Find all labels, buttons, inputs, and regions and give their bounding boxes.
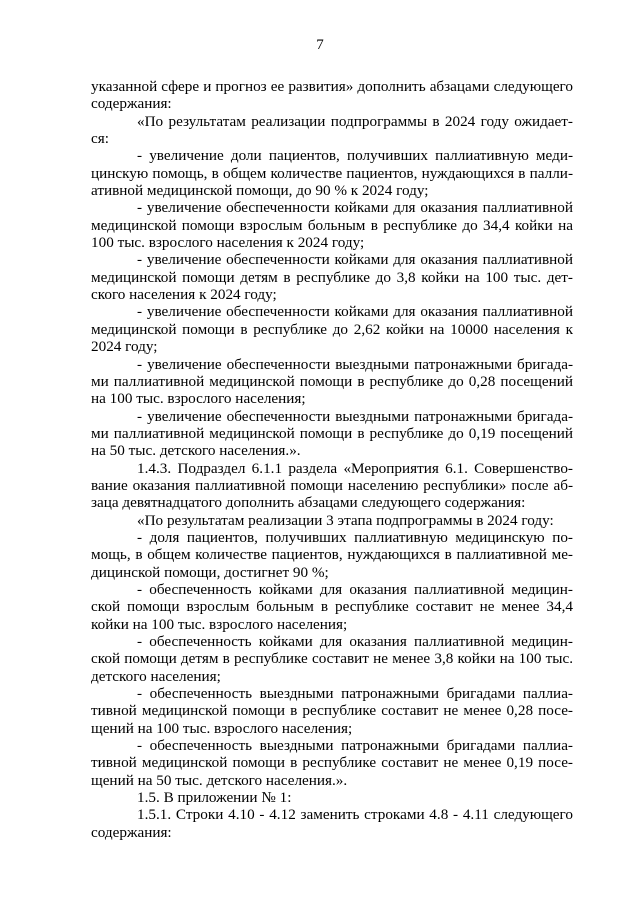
list-item: - увеличение обеспеченности выездными патронажными бригада-ми паллиативной медицинской помощи в республике до 0,28 посещений на 100 тыс. взрослого населения;	[91, 355, 573, 408]
page-number: 7	[316, 37, 324, 53]
list-item: - обеспеченность выездными патронажными бригадами паллиа-тивной медицинской помощи в республике составит не менее 0,28 посе-щений на 100 тыс. взрослого населения;	[91, 685, 573, 737]
paragraph: указанной сфере и прогноз ее развития» дополнить абзацами следующего содержания:	[91, 78, 573, 113]
paragraph: «По результатам реализации 3 этапа подпрограммы в 2024 году:	[137, 511, 554, 529]
list-item: - обеспеченность койками для оказания паллиативной медицин-ской помощи детям в республике составит не менее 3,8 койки на 100 тыс. детского населения;	[91, 633, 573, 685]
list-item: - увеличение доли пациентов, получивших паллиативную меди-цинскую помощь, в общем количестве пациентов, нуждающихся в палли-ативной медицинской помощи, до 90 % к 2024 году;	[91, 147, 573, 200]
list-item: - увеличение обеспеченности койками для оказания паллиативной медицинской помощи в республике до 2,62 койки на 10000 населения к 2024 году;	[91, 303, 573, 356]
document-body	[91, 78, 573, 841]
list-item: - увеличение обеспеченности койками для оказания паллиативной медицинской помощи взрослым больным в республике до 34,4 койки на 100 тыс. взрослого населения к 2024 году;	[91, 199, 573, 252]
list-item: - обеспеченность койками для оказания паллиативной медицин-ской помощи взрослым больным в республике составит не менее 34,4 койки на 100 тыс. взрослого населения;	[91, 580, 573, 633]
list-item: - увеличение обеспеченности койками для оказания паллиативной медицинской помощи детям в республике до 3,8 койки на 100 тыс. дет-ского населения к 2024 году;	[91, 251, 573, 304]
list-item: - обеспеченность выездными патронажными бригадами паллиа-тивной медицинской помощи в республике составит не менее 0,19 посе-щений на 50 тыс. детского населения.».	[91, 737, 573, 789]
paragraph: 1.4.3. Подраздел 6.1.1 раздела «Мероприятия 6.1. Совершенство-вание оказания паллиативной помощи населению республики» после аб-заца девятнадцатого дополнить абзацами следующего содержания:	[91, 459, 573, 512]
paragraph: 1.5. В приложении № 1:	[137, 789, 292, 807]
paragraph: 1.5.1. Строки 4.10 - 4.12 заменить строками 4.8 - 4.11 следующего содержания:	[91, 806, 573, 841]
list-item: - доля пациентов, получивших паллиативную медицинскую по-мощь, в общем количестве пациентов, нуждающихся в паллиативной ме-дицинской помощи, достигнет 90 %;	[91, 528, 573, 581]
paragraph: «По результатам реализации подпрограммы в 2024 году ожидает-ся:	[91, 112, 573, 148]
list-item: - увеличение обеспеченности выездными патронажными бригада-ми паллиативной медицинской помощи в республике до 0,19 посещений на 50 тыс. детского населения.».	[91, 407, 573, 460]
